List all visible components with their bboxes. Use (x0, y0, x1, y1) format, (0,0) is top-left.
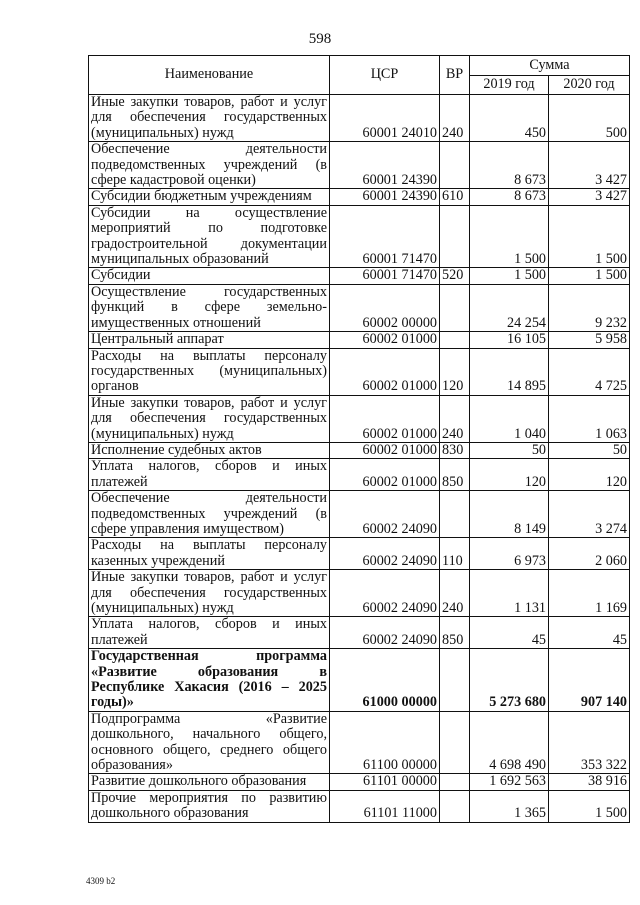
row-sum-2019: 450 (470, 95, 549, 142)
row-sum-2020: 2 060 (549, 538, 630, 570)
row-sum-2019: 24 254 (470, 284, 549, 331)
row-vr: 850 (440, 617, 470, 649)
row-vr: 120 (440, 348, 470, 395)
table-row (89, 774, 630, 790)
row-csr: 60002 24090 (330, 570, 440, 617)
row-sum-2019: 4 698 490 (470, 711, 549, 774)
table-row (89, 790, 630, 822)
row-vr (440, 205, 470, 268)
row-name: Иные закупки товаров, работ и услуг для обеспечения государственных (муниципальных) нужд (89, 570, 330, 617)
row-sum-2019: 1 365 (470, 790, 549, 822)
table-row (89, 284, 630, 331)
row-sum-2020: 38 916 (549, 774, 630, 790)
row-csr: 61101 11000 (330, 790, 440, 822)
row-vr: 520 (440, 268, 470, 284)
row-sum-2019: 5 273 680 (470, 649, 549, 712)
row-vr (440, 332, 470, 348)
row-csr: 60002 24090 (330, 491, 440, 538)
row-sum-2020: 5 958 (549, 332, 630, 348)
row-vr (440, 790, 470, 822)
table-row (89, 442, 630, 458)
row-sum-2020: 4 725 (549, 348, 630, 395)
row-name: Уплата налогов, сборов и иных платежей (89, 459, 330, 491)
row-sum-2019: 1 500 (470, 268, 549, 284)
table-row (89, 268, 630, 284)
header-year-2019: 2019 год (470, 76, 549, 95)
row-name: Расходы на выплаты персоналу государственных (муниципальных) органов (89, 348, 330, 395)
table-row (89, 491, 630, 538)
row-csr: 60002 01000 (330, 395, 440, 442)
table-row (89, 395, 630, 442)
row-name: Уплата налогов, сборов и иных платежей (89, 617, 330, 649)
row-name: Субсидии бюджетным учреждениям (89, 189, 330, 205)
row-sum-2019: 120 (470, 459, 549, 491)
row-csr: 60002 01000 (330, 332, 440, 348)
row-name: Обеспечение деятельности подведомственных учреждений (в сфере кадастровой оценки) (89, 142, 330, 189)
table-row (89, 205, 630, 268)
table-row (89, 711, 630, 774)
row-name: Иные закупки товаров, работ и услуг для обеспечения государственных (муниципальных) нужд (89, 395, 330, 442)
row-csr: 60002 01000 (330, 442, 440, 458)
page-number: 598 (308, 31, 332, 47)
row-name: Субсидии на осуществление мероприятий по подготовке градостроительной документации муниципальных образований (89, 205, 330, 268)
row-csr: 61101 00000 (330, 774, 440, 790)
row-csr: 60001 71470 (330, 268, 440, 284)
row-name: Подпрограмма «Развитие дошкольного, начального общего, основного общего, среднего общего образования» (89, 711, 330, 774)
row-sum-2019: 1 040 (470, 395, 549, 442)
row-sum-2019: 50 (470, 442, 549, 458)
row-sum-2020: 1 500 (549, 205, 630, 268)
row-name: Центральный аппарат (89, 332, 330, 348)
row-csr: 60001 24390 (330, 142, 440, 189)
table-row (89, 332, 630, 348)
row-name: Иные закупки товаров, работ и услуг для обеспечения государственных (муниципальных) нужд (89, 95, 330, 142)
table-row (89, 142, 630, 189)
table-row (89, 348, 630, 395)
row-sum-2020: 1 500 (549, 790, 630, 822)
row-sum-2019: 1 692 563 (470, 774, 549, 790)
row-sum-2020: 9 232 (549, 284, 630, 331)
footer-code: 4309 b2 (86, 876, 116, 886)
row-csr: 60002 00000 (330, 284, 440, 331)
row-vr: 110 (440, 538, 470, 570)
row-sum-2019: 8 149 (470, 491, 549, 538)
row-vr: 610 (440, 189, 470, 205)
row-sum-2020: 500 (549, 95, 630, 142)
row-name: Осуществление государственных функций в сфере земельно-имущественных отношений (89, 284, 330, 331)
row-sum-2020: 3 427 (549, 142, 630, 189)
row-csr: 60002 24090 (330, 617, 440, 649)
row-csr: 60001 24010 (330, 95, 440, 142)
table-row (89, 617, 630, 649)
row-csr: 61000 00000 (330, 649, 440, 712)
row-name: Развитие дошкольного образования (89, 774, 330, 790)
row-name: Расходы на выплаты персоналу казенных учреждений (89, 538, 330, 570)
row-csr: 60002 01000 (330, 348, 440, 395)
table-header (89, 56, 630, 95)
row-vr: 240 (440, 395, 470, 442)
table-row (89, 538, 630, 570)
header-vr: ВР (440, 56, 470, 95)
row-sum-2020: 1 063 (549, 395, 630, 442)
row-sum-2020: 3 274 (549, 491, 630, 538)
row-vr: 850 (440, 459, 470, 491)
row-vr (440, 649, 470, 712)
header-year-2020: 2020 год (549, 76, 630, 95)
row-sum-2019: 45 (470, 617, 549, 649)
row-name: Прочие мероприятия по развитию дошкольного образования (89, 790, 330, 822)
row-vr: 830 (440, 442, 470, 458)
row-sum-2019: 1 500 (470, 205, 549, 268)
row-sum-2020: 50 (549, 442, 630, 458)
row-vr (440, 491, 470, 538)
row-csr: 60002 24090 (330, 538, 440, 570)
table-row (89, 649, 630, 712)
row-sum-2020: 45 (549, 617, 630, 649)
row-vr (440, 142, 470, 189)
row-csr: 60001 71470 (330, 205, 440, 268)
header-name: Наименование (89, 56, 330, 95)
budget-table (88, 55, 630, 823)
row-sum-2020: 1 500 (549, 268, 630, 284)
row-name: Исполнение судебных актов (89, 442, 330, 458)
table-body (89, 95, 630, 823)
row-sum-2019: 6 973 (470, 538, 549, 570)
row-vr (440, 711, 470, 774)
row-csr: 60001 24390 (330, 189, 440, 205)
row-sum-2020: 3 427 (549, 189, 630, 205)
table-row (89, 459, 630, 491)
header-sum: Сумма (470, 56, 630, 76)
row-sum-2019: 16 105 (470, 332, 549, 348)
row-sum-2019: 8 673 (470, 142, 549, 189)
row-sum-2020: 120 (549, 459, 630, 491)
row-sum-2020: 1 169 (549, 570, 630, 617)
row-vr: 240 (440, 570, 470, 617)
row-sum-2019: 8 673 (470, 189, 549, 205)
row-name: Государственная программа «Развитие образования в Республике Хакасия (2016 – 2025 годы)» (89, 649, 330, 712)
row-vr: 240 (440, 95, 470, 142)
table-row (89, 189, 630, 205)
row-name: Обеспечение деятельности подведомственных учреждений (в сфере управления имуществом) (89, 491, 330, 538)
row-sum-2019: 1 131 (470, 570, 549, 617)
row-vr (440, 284, 470, 331)
table-row (89, 95, 630, 142)
row-sum-2020: 353 322 (549, 711, 630, 774)
row-csr: 60002 01000 (330, 459, 440, 491)
row-sum-2019: 14 895 (470, 348, 549, 395)
row-csr: 61100 00000 (330, 711, 440, 774)
header-csr: ЦСР (330, 56, 440, 95)
row-vr (440, 774, 470, 790)
row-name: Субсидии (89, 268, 330, 284)
row-sum-2020: 907 140 (549, 649, 630, 712)
table-row (89, 570, 630, 617)
